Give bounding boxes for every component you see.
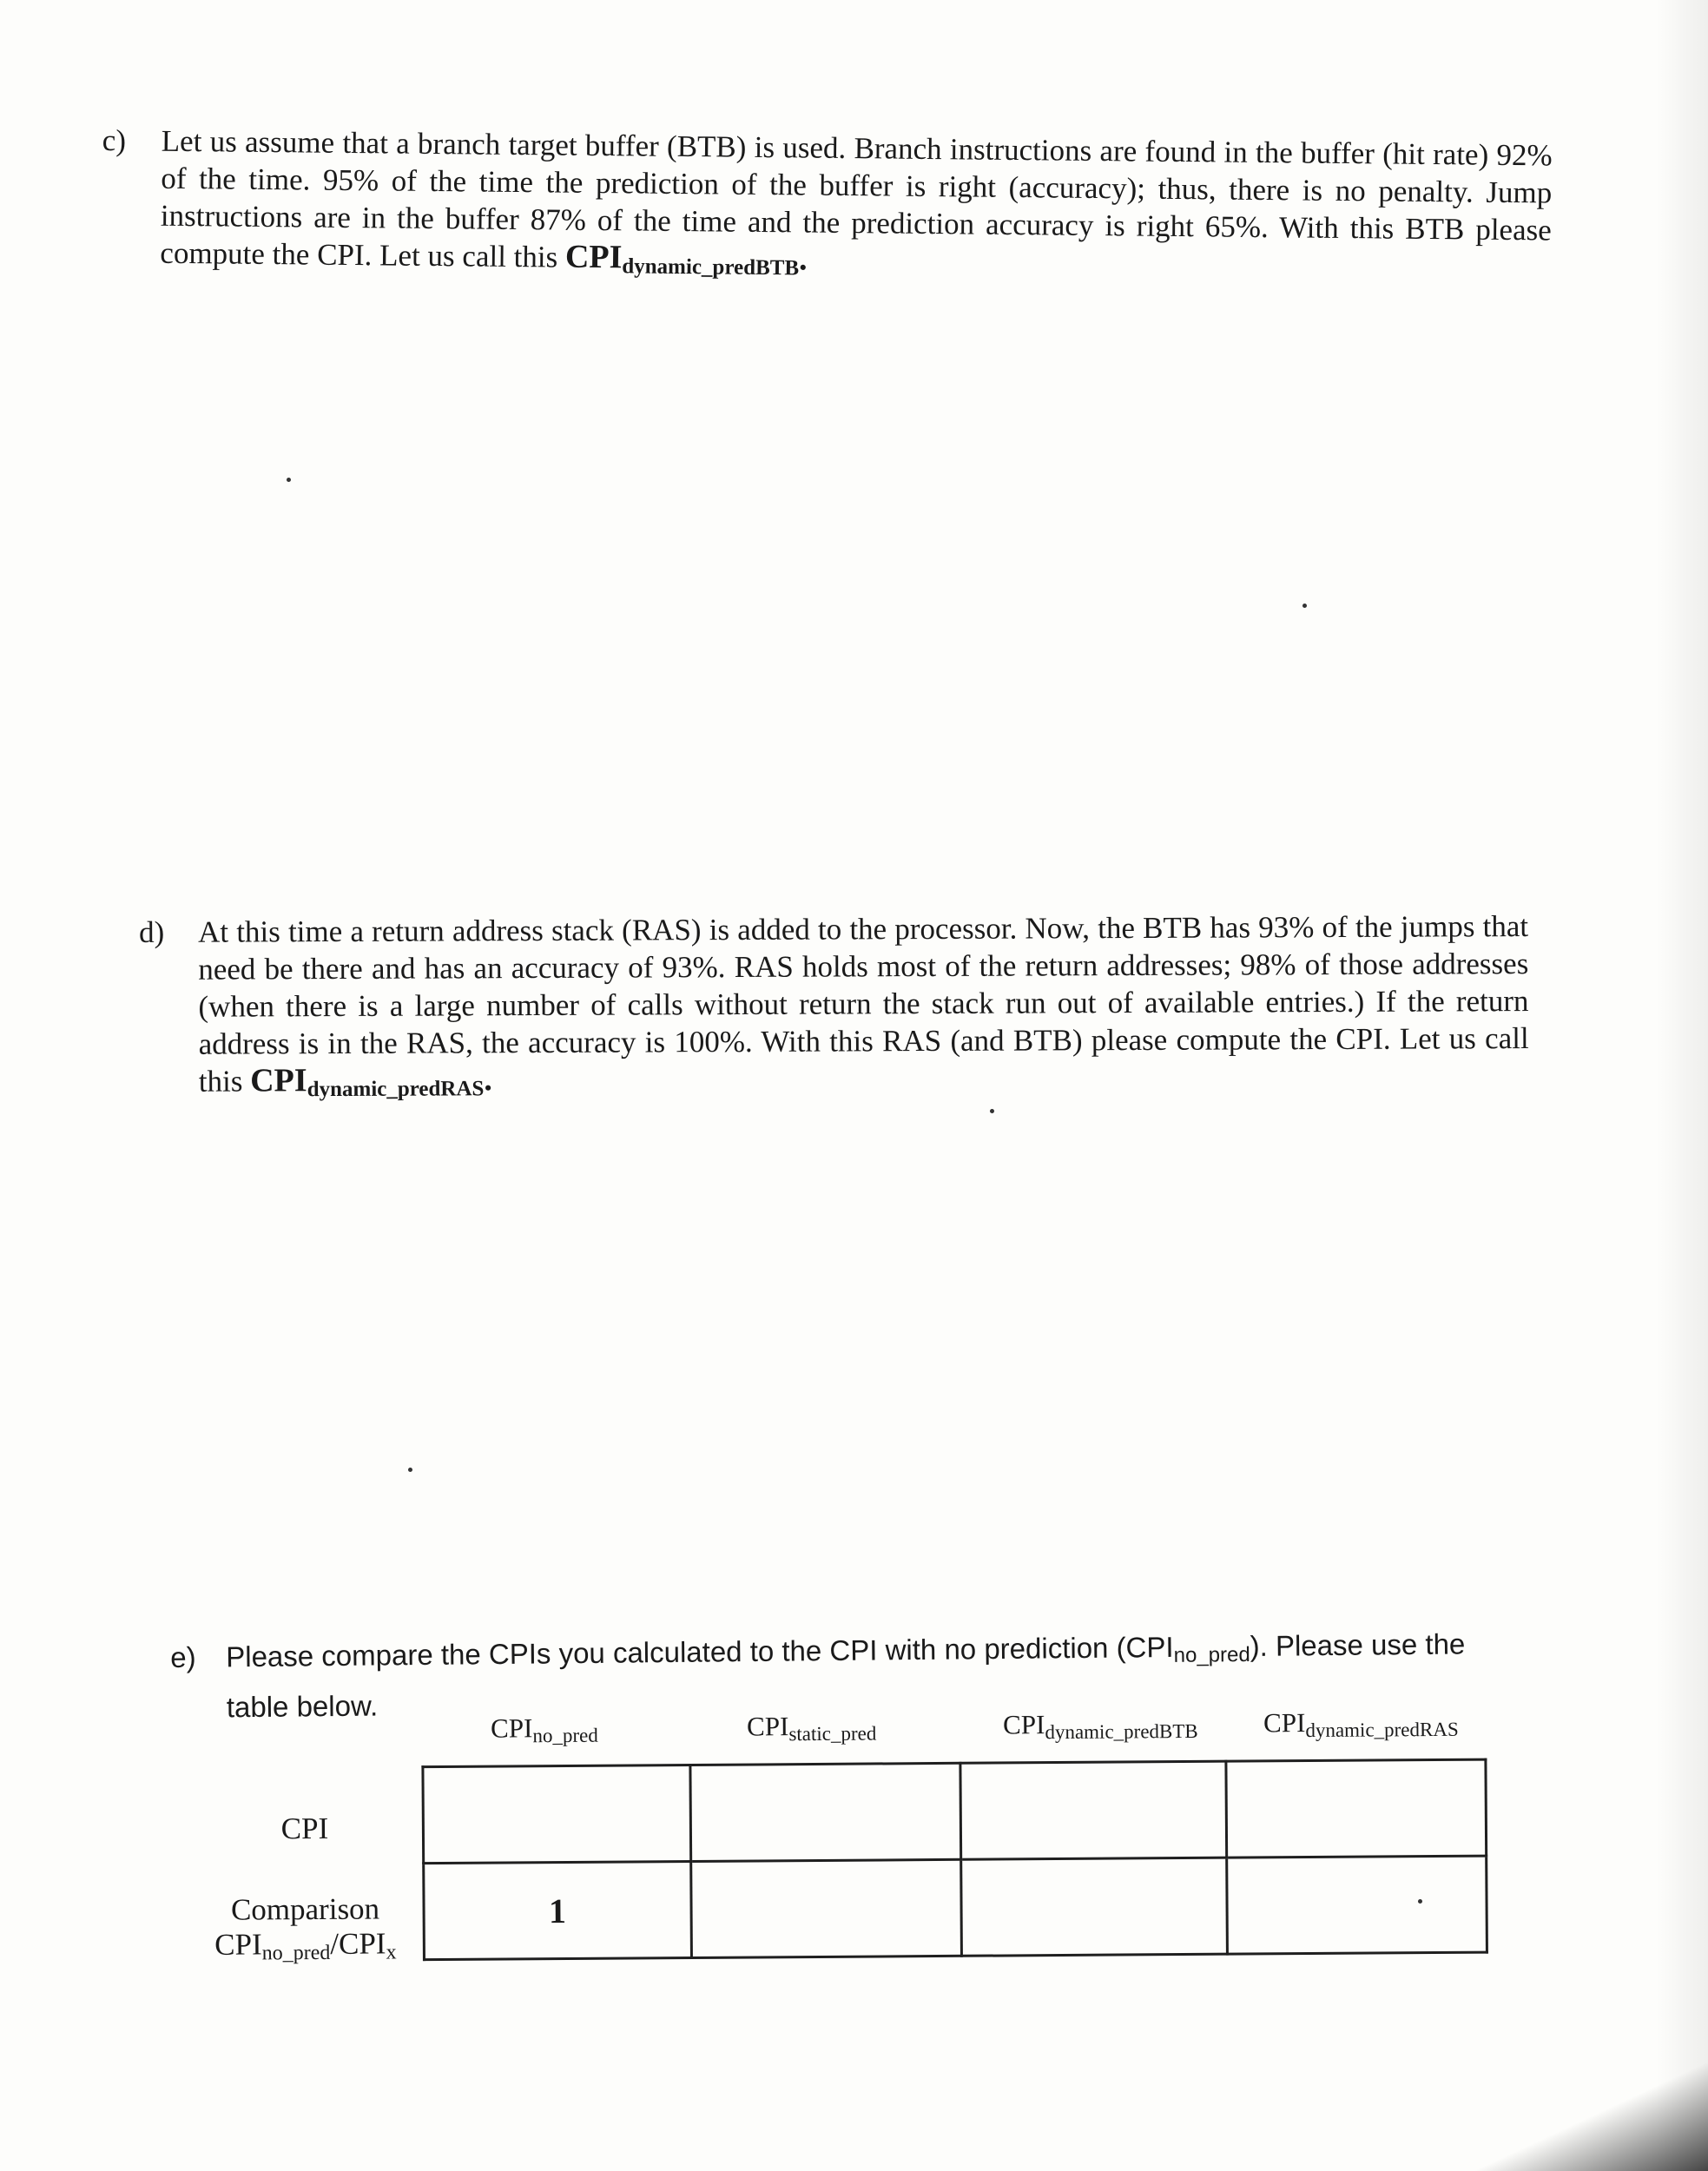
question-d-body [198, 907, 1529, 1109]
paper-speck [287, 478, 291, 482]
col-header-static-pred: $CPI_{static\_pred}$ [746, 1711, 877, 1745]
question-d-cpi-term: $CPI_{dynamic\_predRAS}$. [250, 1061, 492, 1102]
cell-comparison-dynamic-ras[interactable] [1227, 1856, 1487, 1954]
cpi-table-grid [421, 1759, 1488, 1962]
question-c-text: Let us assume that a branch target buffer (BTB) is used. Branch instructions are found in the buffer (hit rate) 92% of the time. 95% of the time the prediction of the buffer is right (accuracy); thus, there is no penalty. Jump instructions are in the buffer 87% of the time and the prediction accuracy is right 65%. With this BTB please compute the CPI. Let us call this [160, 123, 1553, 274]
question-e-text-after: ). Please use the table below. [226, 1627, 1466, 1724]
cell-cpi-static-pred[interactable] [690, 1763, 961, 1861]
question-e-text-before: Please compare the CPIs you calculated to the CPI with no prediction ( [226, 1631, 1126, 1673]
question-e-marker: e) [170, 1640, 196, 1673]
cell-cpi-dynamic-btb[interactable] [960, 1761, 1227, 1859]
table-row-comparison [424, 1856, 1487, 1960]
col-header-dynamic-pred-btb: $CPI_{dynamic\_predBTB}$ [1002, 1709, 1198, 1744]
paper-speck [1302, 604, 1307, 608]
cpi-comparison-table [191, 1706, 1495, 1976]
col-header-no-pred: $CPI_{no\_pred}$ [490, 1712, 598, 1747]
cell-cpi-dynamic-ras[interactable] [1226, 1759, 1487, 1858]
cell-comparison-no-pred[interactable]: 1 [424, 1861, 692, 1959]
paper-speck [990, 1109, 994, 1113]
row-label-cpi: CPI [280, 1811, 329, 1846]
cell-comparison-dynamic-btb[interactable] [961, 1858, 1228, 1956]
question-c-body [160, 122, 1553, 295]
page-curl-corner [1448, 2049, 1708, 2171]
cell-comparison-static-pred[interactable] [691, 1859, 962, 1957]
col-header-dynamic-pred-ras: $CPI_{dynamic\_predRAS}$ [1263, 1707, 1459, 1742]
row-label-comparison: Comparison $CPI_{no\_pred}/CPI_x$ [214, 1891, 397, 1965]
question-c [101, 122, 1553, 294]
paper-speck [1418, 1899, 1422, 1904]
cell-cpi-no-pred[interactable] [423, 1765, 691, 1863]
question-d-text: At this time a return address stack (RAS) is added to the processor. Now, the BTB has 93% of the jumps that need be there and has an accuracy of 93%. RAS holds most of the return addresses; 98% of those addresses (when there is a large number of calls without return the stack run out of available entries.) If the return address is in the RAS, the accuracy is 100%. With this RAS (and BTB) please compute the CPI. Let us call this [198, 909, 1529, 1099]
question-d [139, 907, 1529, 1109]
table-row-cpi [423, 1759, 1487, 1864]
page-edge-shadow [1656, 0, 1708, 2171]
question-e-cpi-term: $CPI_{no\_pred}$ [1125, 1630, 1250, 1667]
question-c-marker: c) [102, 122, 127, 158]
paper-speck [408, 1468, 412, 1472]
question-c-cpi-term: $CPI_{dynamic\_predBTB}$. [564, 238, 808, 280]
question-d-marker: d) [139, 914, 165, 949]
